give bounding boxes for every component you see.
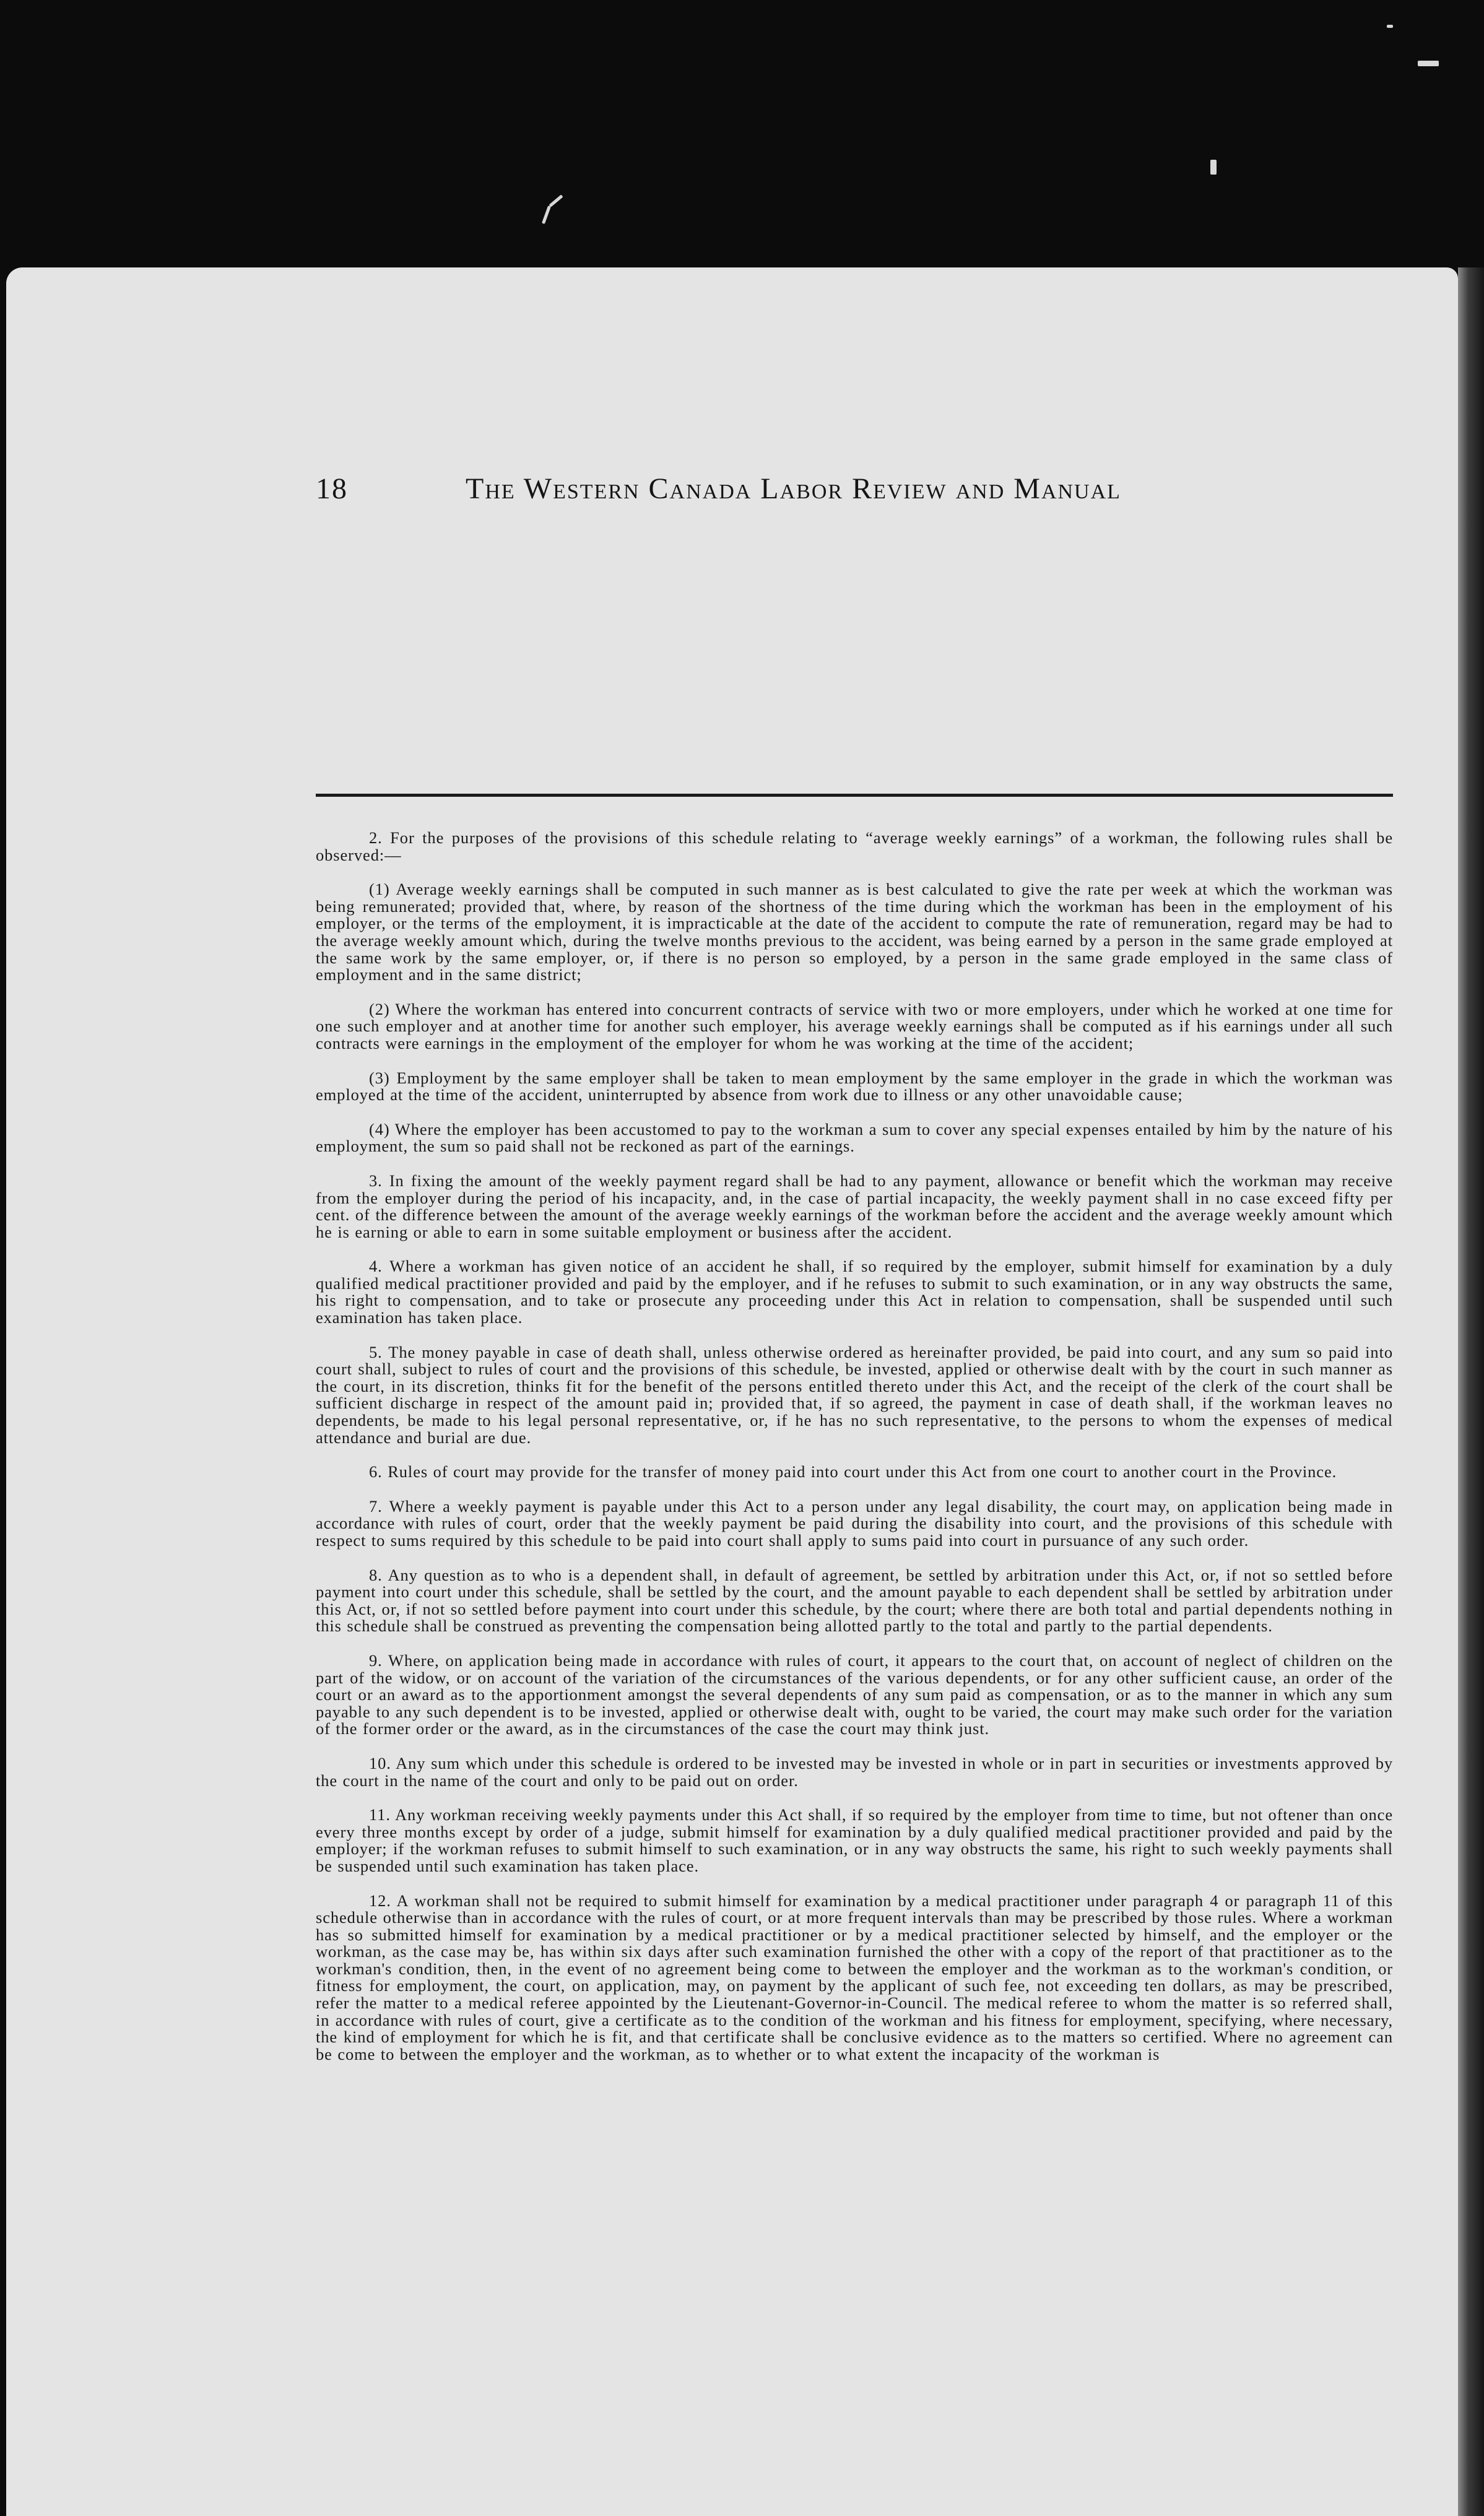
scan-dust-mark: [542, 206, 551, 224]
paragraph: 8. Any question as to who is a dependent shall, in default of agreement, be settled by arbitration under this Act, or, if not so settled before payment into court under this schedule, shall be settled by the court, and the amount payable to each dependent shall be settled by arbitration under this Act, or, if not so settled before payment into court under this schedule, by the court; where there are both total and partial dependents nothing in this schedule shall be construed as preventing the compensation being allotted partly to the total and partly to the partial dependents.: [316, 1565, 1393, 1636]
scan-dust-mark: [1418, 61, 1439, 66]
paragraph: 3. In fixing the amount of the weekly payment regard shall be had to any payment, allowance or benefit which the workman may receive from the employer during the period of his incapacity, and, in the case of partial incapacity, the weekly payment shall in no case exceed fifty per cent. of the difference between the amount of the average weekly earnings of the workman before the accident and the average weekly amount which he is earning or able to earn in some suitable employment or business after the accident.: [316, 1171, 1393, 1241]
paragraph: 7. Where a weekly payment is payable under this Act to a person under any legal disability, the court may, on application being made in accordance with rules of court, order that the weekly payment be paid during the disability into court, and the provisions of this schedule with respect to sums required by this schedule to be paid into court shall apply to sums paid into court in pursuance of any such order.: [316, 1496, 1393, 1550]
document-page: [6, 267, 1458, 2516]
page-header: [316, 472, 1393, 527]
paragraph: (2) Where the workman has entered into concurrent contracts of service with two or more employers, under which he worked at one time for one such employer and at another time for another such employer, his average weekly earnings shall be computed as if his earnings under all such contracts were earnings in the employment of the employer for whom he was working at the time of the accident;: [316, 999, 1393, 1052]
document-body: [316, 830, 1393, 2080]
paragraph: 4. Where a workman has given notice of an accident he shall, if so required by the employer, submit himself for examination by a duly qualified medical practitioner provided and paid by the employer, and if he refuses to submit to such examination, or in any way obstructs the same, his right to compensation, and to take or prosecute any proceeding under this Act in relation to compensation, shall be suspended until such examination has taken place.: [316, 1257, 1393, 1327]
paragraph: 5. The money payable in case of death shall, unless otherwise ordered as hereinafter provided, be paid into court, and any sum so paid into court shall, subject to rules of court and the provisions of this schedule, be invested, applied or otherwise dealt with by the court in such manner as the court, in its discretion, thinks fit for the benefit of the persons entitled thereto under this Act, and the receipt of the clerk of the court shall be sufficient discharge in respect of the amount paid in; provided that, if so agreed, the payment in case of death shall, if the workman leaves no dependents, be made to his legal personal representative, or, if he has no such representative, to the persons to whom the expenses of medical attendance and burial are due.: [316, 1342, 1393, 1447]
header-rule: [316, 794, 1393, 797]
paragraph: 2. For the purposes of the provisions of this schedule relating to “average weekly earnings” of a workman, the following rules shall be observed:—: [316, 828, 1393, 864]
scan-dust-mark: [549, 194, 563, 207]
paragraph: (1) Average weekly earnings shall be computed in such manner as is best calculated to give the rate per week at which the workman was being remunerated; provided that, where, by reason of the shortness of the time during which the workman has been in the employment of his employer, or the terms of the employment, it is impracticable at the date of the accident to compute the rate of remuneration, regard may be had to the average weekly amount which, during the twelve months previous to the accident, was being earned by a person in the same grade employed at the same work by the same employer, or, if there is no person so employed, by a person in the same grade employed in the same class of employment and in the same district;: [316, 880, 1393, 984]
scan-dust-mark: [1387, 25, 1393, 28]
paragraph: 12. A workman shall not be required to submit himself for examination by a medical practitioner under paragraph 4 or paragraph 11 of this schedule otherwise than in accordance with the rules of court, or at more frequent intervals than may be prescribed by those rules. Where a workman has so submitted himself for examination by a medical practitioner or by a medical practitioner selected by himself, and the employer or the workman, as the case may be, has within six days after such examination furnished the other with a copy of the report of that practitioner as to the workman's condition, then, in the event of no agreement being come to between the employer and the workman as to the workman's condition, or fitness for employment, the court, on application, may, on payment by the applicant of such fee, not exceeding ten dollars, as may be prescribed, refer the matter to a medical referee appointed by the Lieutenant-Governor-in-Council. The medical referee to whom the matter is so referred shall, in accordance with rules of court, give a certificate as to the condition of the workman and his fitness for employment, specifying, where necessary, the kind of employment for which he is fit, and that certificate shall be conclusive evidence as to the matters so certified. Where no agreement can be come to between the employer and the workman, as to whether or to what extent the incapacity of the workman is: [316, 1891, 1393, 2063]
scan-dust-mark: [1210, 160, 1217, 175]
paragraph: (3) Employment by the same employer shall be taken to mean employment by the same employer in the grade in which the workman was employed at the time of the accident, uninterrupted by absence from work due to illness or any other unavoidable cause;: [316, 1068, 1393, 1104]
paragraph: 10. Any sum which under this schedule is ordered to be invested may be invested in whole or in part in securities or investments approved by the court in the name of the court and only to be paid out on order.: [316, 1753, 1393, 1790]
paragraph: (4) Where the employer has been accustomed to pay to the workman a sum to cover any special expenses entailed by him by the nature of his employment, the sum so paid shall not be reckoned as part of the earnings.: [316, 1119, 1393, 1156]
paragraph: 11. Any workman receiving weekly payments under this Act shall, if so required by the employer from time to time, but not oftener than once every three months except by order of a judge, submit himself for examination by a duly qualified medical practitioner provided and paid by the employer; if the workman refuses to submit himself to such examination, or in any way obstructs the same, his right to such weekly payments shall be suspended until such examination has taken place.: [316, 1805, 1393, 1875]
running-title: The Western Canada Labor Review and Manual: [466, 472, 1121, 505]
paragraph: 6. Rules of court may provide for the transfer of money paid into court under this Act from one court to another court in the Province.: [369, 1462, 1337, 1481]
paragraph: 9. Where, on application being made in accordance with rules of court, it appears to the court that, on account of neglect of children on the part of the widow, or on account of the variation of the circumstances of the various dependents, or for any other sufficient cause, an order of the court or an award as to the apportionment amongst the several dependents of any sum paid as compensation, or as to the manner in which any sum payable to any such dependent is to be invested, applied or otherwise dealt with, ought to be varied, the court may make such order for the variation of the former order or the award, as in the circumstances of the case the court may think just.: [316, 1651, 1393, 1738]
page-edge-shadow: [1458, 267, 1484, 2516]
page-number: 18: [316, 472, 348, 505]
